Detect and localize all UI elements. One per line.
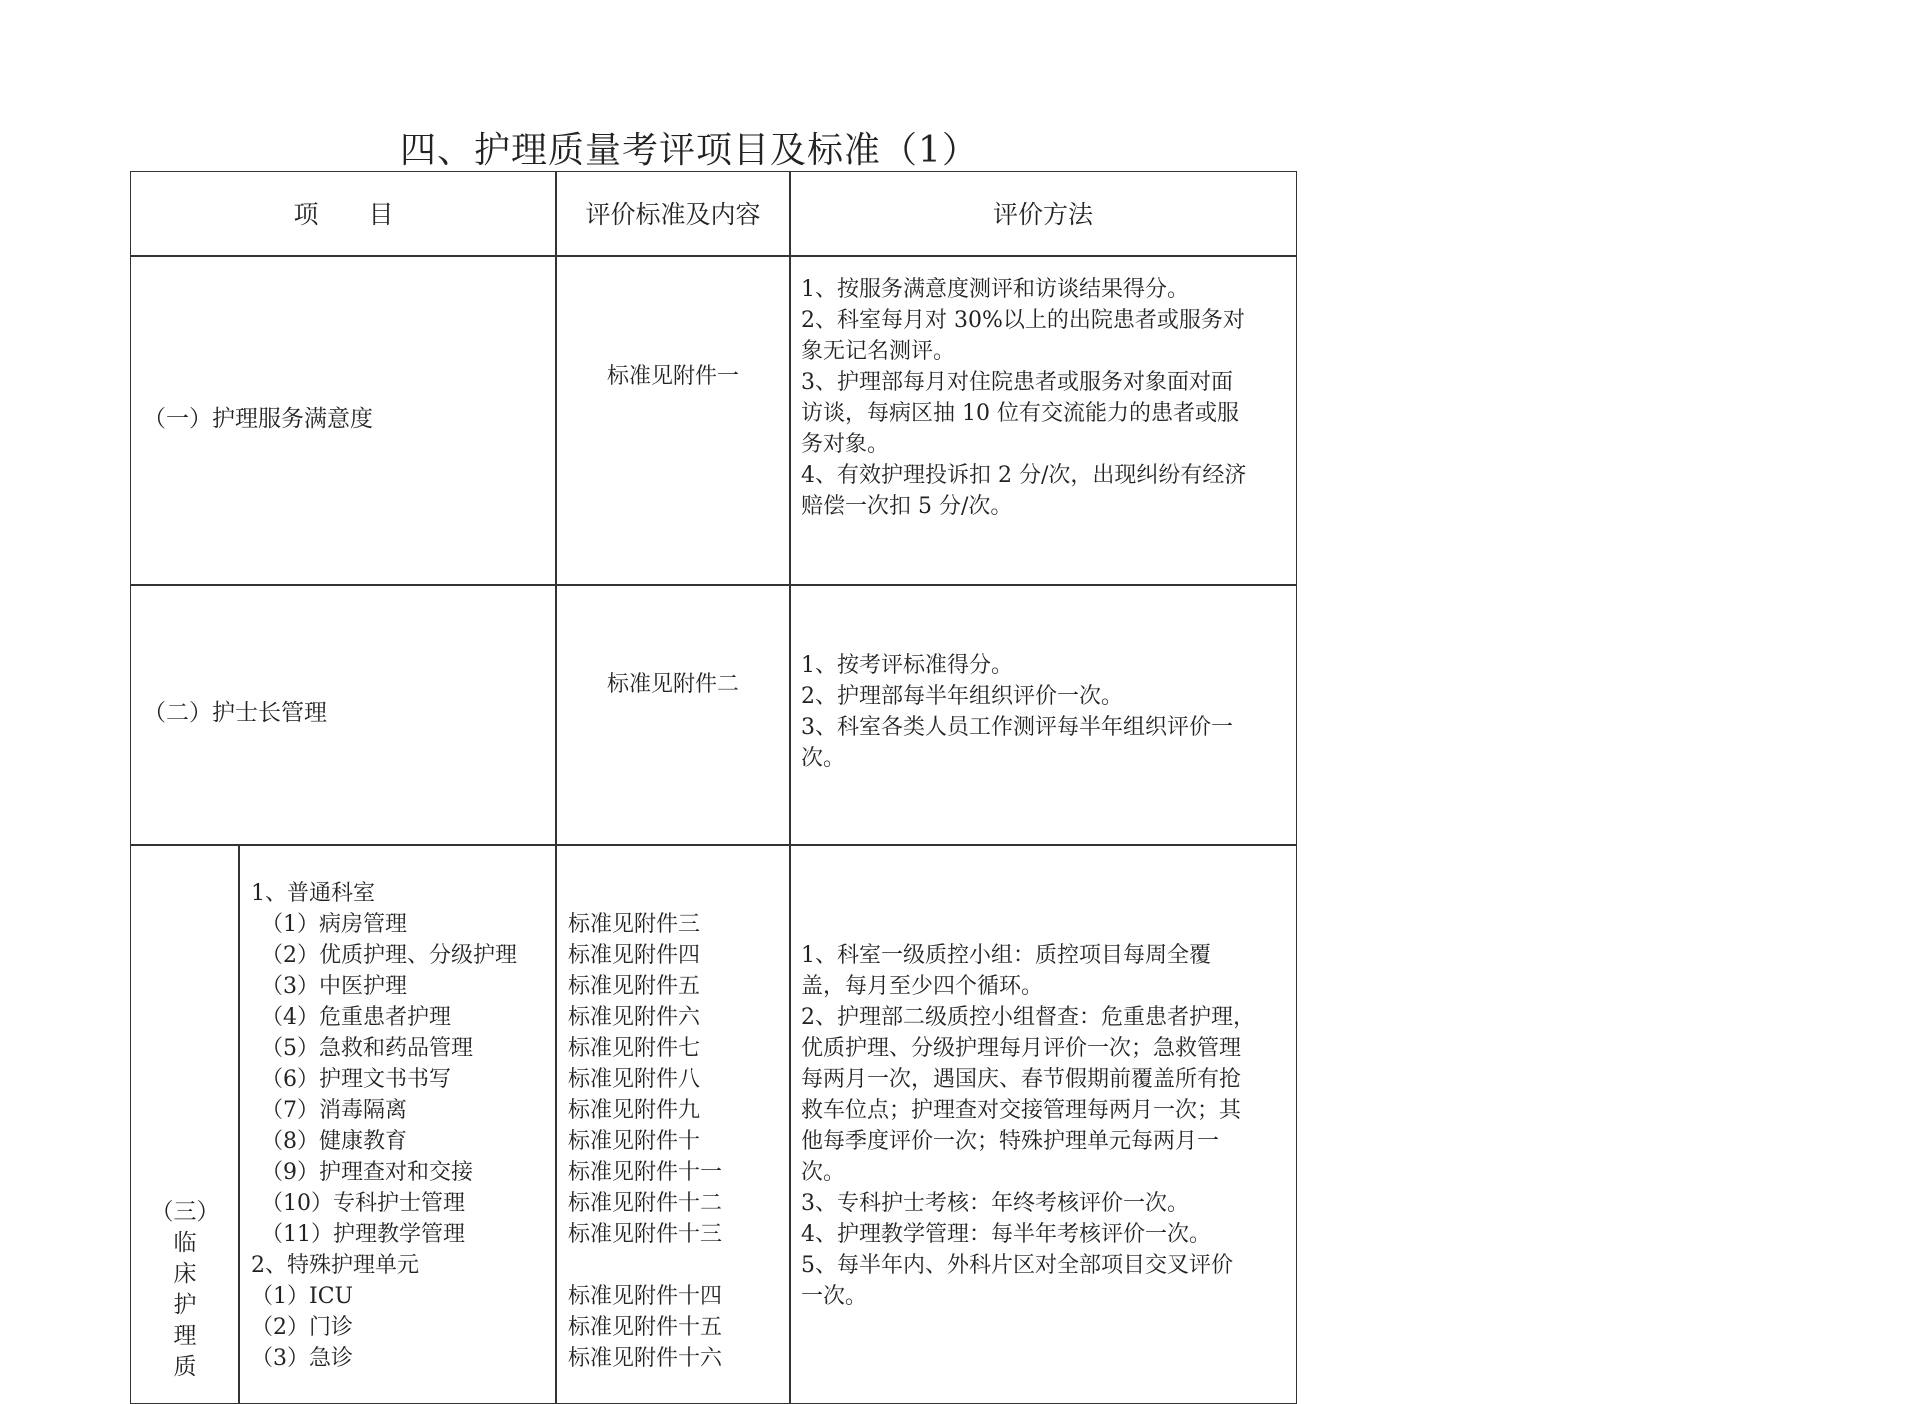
sub-item: （10）专科护士管理 bbox=[261, 1191, 465, 1216]
category-line: 临 bbox=[173, 1230, 197, 1256]
row-1-method-cell bbox=[789, 255, 1297, 586]
sub-item: （3）急诊 bbox=[251, 1346, 353, 1371]
page-title: 四、护理质量考评项目及标准（1） bbox=[400, 130, 979, 171]
row-1-standard: 标准见附件一 bbox=[606, 364, 739, 389]
row-2-method-cell bbox=[789, 584, 1297, 846]
standard-line: 标准见附件十二 bbox=[568, 1191, 723, 1216]
header-item: 项 目 bbox=[130, 171, 557, 257]
row-1-method: 1、按服务满意度测评和访谈结果得分。 2、科室每月对 30%以上的出院患者或服务对 象无记名测评。 3、护理部每月对住院患者或服务对象面对面 访谈，每病区抽 10 位有交流能力的患者或服 务对象。 4、有效护理投诉扣 2 分/次，出现纠纷有经济 赔偿一次扣 5 分/次。 bbox=[801, 277, 1247, 519]
sub-item: （9）护理查对和交接 bbox=[261, 1160, 473, 1185]
sub-item: （7）消毒隔离 bbox=[261, 1098, 407, 1123]
sub-item: （1）ICU bbox=[251, 1284, 354, 1309]
sub-item: （11）护理教学管理 bbox=[261, 1222, 465, 1247]
standard-line bbox=[568, 1250, 722, 1281]
row-3-category-cell bbox=[130, 844, 240, 1404]
sub-item: （8）健康教育 bbox=[261, 1129, 407, 1154]
sub-item: 2、特殊护理单元 bbox=[251, 1253, 419, 1278]
standard-line: 标准见附件十六 bbox=[568, 1346, 723, 1371]
standard-line: 标准见附件十 bbox=[568, 1129, 701, 1154]
row-2-method: 1、按考评标准得分。 2、护理部每半年组织评价一次。 3、科室各类人员工作测评每半年组织评价一 次。 bbox=[801, 653, 1233, 771]
sub-item: （4）危重患者护理 bbox=[261, 1005, 451, 1030]
row-1-item: （一）护理服务满意度 bbox=[143, 406, 373, 432]
sub-item: （1）病房管理 bbox=[261, 912, 407, 937]
category-line: 理 bbox=[173, 1323, 197, 1349]
row-3-method-cell bbox=[789, 844, 1297, 1404]
standard-line: 标准见附件十三 bbox=[568, 1222, 723, 1247]
row-3-method: 1、科室一级质控小组：质控项目每周全覆 盖，每月至少四个循环。 2、护理部二级质控小组督查：危重患者护理， 优质护理、分级护理每月评价一次；急救管理 每两月一次，遇国庆、春节假期前覆盖所有抢 救车位点；护理查对交接管理每两月一次；其 他每季度评价一次；特殊护理单元每两月一 次。 3、专科护士考核：年终考核评价一次。 4、护理教学管理：每半年考核评价一次。 5、每半年内、外科片区对全部项目交叉评价 一次。 bbox=[801, 943, 1255, 1309]
standard-line: 标准见附件九 bbox=[568, 1098, 701, 1123]
row-3-category bbox=[131, 1197, 239, 1383]
row-3-standards bbox=[568, 878, 722, 1374]
category-line: （三） bbox=[150, 1199, 220, 1225]
row-3-subitems-cell bbox=[238, 844, 557, 1404]
row-2-item-cell bbox=[130, 584, 557, 846]
category-line: 床 bbox=[173, 1261, 197, 1287]
standard-line bbox=[568, 878, 722, 909]
standard-line: 标准见附件三 bbox=[568, 912, 701, 937]
row-1-standard-cell bbox=[555, 255, 791, 586]
header-method: 评价方法 bbox=[789, 171, 1297, 257]
row-2-item: （二）护士长管理 bbox=[143, 700, 327, 726]
standard-line: 标准见附件八 bbox=[568, 1067, 701, 1092]
sub-item: （2）门诊 bbox=[251, 1315, 353, 1340]
sub-item: （3）中医护理 bbox=[261, 974, 407, 999]
row-3-standards-cell bbox=[555, 844, 791, 1404]
row-2-standard-cell bbox=[555, 584, 791, 846]
standard-line: 标准见附件七 bbox=[568, 1036, 701, 1061]
standard-line: 标准见附件十四 bbox=[568, 1284, 723, 1309]
sub-item: 1、普通科室 bbox=[251, 881, 375, 906]
sub-item: （5）急救和药品管理 bbox=[261, 1036, 473, 1061]
standard-line: 标准见附件五 bbox=[568, 974, 701, 999]
standard-line: 标准见附件十一 bbox=[568, 1160, 723, 1185]
row-2-standard: 标准见附件二 bbox=[606, 672, 739, 697]
standard-line: 标准见附件四 bbox=[568, 943, 701, 968]
sub-item: （6）护理文书书写 bbox=[261, 1067, 451, 1092]
standard-line: 标准见附件六 bbox=[568, 1005, 701, 1030]
category-line: 质 bbox=[173, 1354, 197, 1380]
category-line: 护 bbox=[173, 1292, 197, 1318]
header-standard: 评价标准及内容 bbox=[555, 171, 791, 257]
standard-line: 标准见附件十五 bbox=[568, 1315, 723, 1340]
row-3-subitems bbox=[251, 878, 517, 1374]
sub-item: （2）优质护理、分级护理 bbox=[261, 943, 517, 968]
row-1-item-cell bbox=[130, 255, 557, 586]
